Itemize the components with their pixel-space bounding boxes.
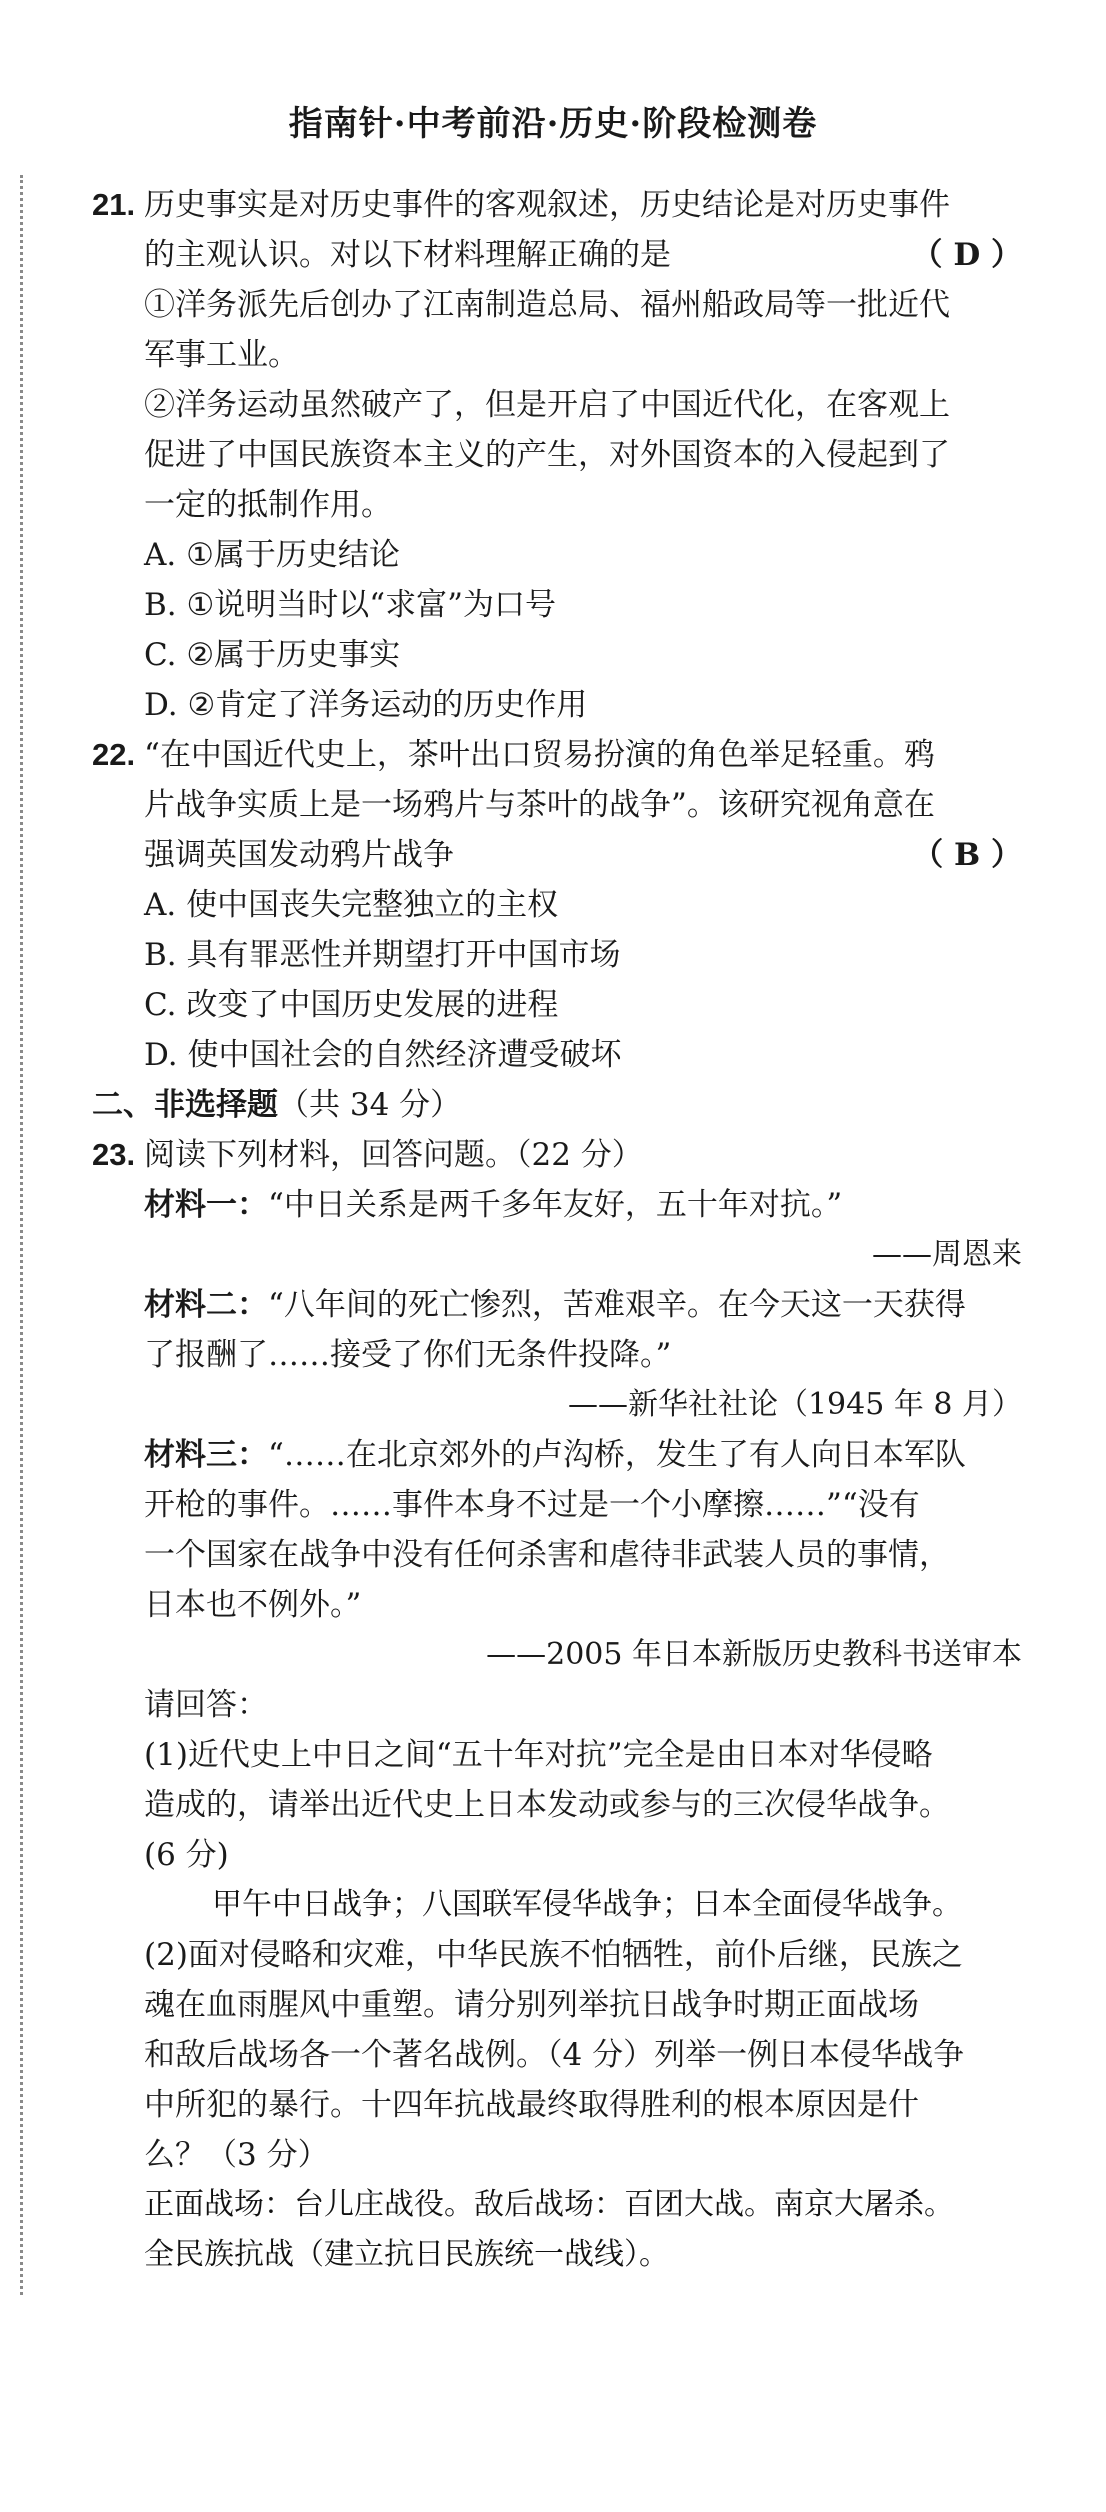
option-a: A. ①属于历史结论 xyxy=(144,537,400,573)
section-title: 二、非选择题 xyxy=(92,1087,278,1122)
material-1 xyxy=(92,1180,1022,1230)
material-source: ——周恩来 xyxy=(872,1237,1022,1272)
option-d: D. 使中国社会的自然经济遭受破坏 xyxy=(144,1037,622,1073)
binding-margin-line xyxy=(20,175,23,2295)
question-stem: 的主观认识。对以下材料理解正确的是 xyxy=(144,237,671,273)
material-text: “八年间的死亡惨烈，苦难艰辛。在今天这一天获得 xyxy=(268,1287,966,1323)
sub-question-1: 造成的，请举出近代史上日本发动或参与的三次侵华战争。 xyxy=(144,1787,950,1823)
question-number: 22. xyxy=(92,737,136,772)
question-stem: 历史事实是对历史事件的客观叙述，历史结论是对历史事件 xyxy=(144,187,950,223)
material-2 xyxy=(92,1280,1022,1330)
exam-content xyxy=(92,180,1022,2280)
page-header: 指南针·中考前沿·历史·阶段检测卷 xyxy=(288,104,818,144)
material-text: 日本也不例外。” xyxy=(144,1587,362,1623)
question-stem: 强调英国发动鸦片战争 xyxy=(144,837,454,873)
question-stem: 阅读下列材料，回答问题。（22 分） xyxy=(144,1137,643,1173)
prompt-label: 请回答： xyxy=(144,1687,268,1723)
sub-question-2: 么？（3 分） xyxy=(144,2137,329,2173)
question-stem: “在中国近代史上，茶叶出口贸易扮演的角色举足轻重。鸦 xyxy=(144,737,935,773)
material-2: 一定的抵制作用。 xyxy=(144,487,392,523)
option-b: B. 具有罪恶性并期望打开中国市场 xyxy=(144,937,621,973)
handwritten-answer: 正面战场：台儿庄战役。敌后战场：百团大战。南京大屠杀。 xyxy=(144,2187,954,2222)
option-d: D. ②肯定了洋务运动的历史作用 xyxy=(144,687,588,723)
handwritten-answer: 全民族抗战（建立抗日民族统一战线）。 xyxy=(144,2237,669,2272)
question-number: 23. xyxy=(92,1137,136,1172)
material-2: ②洋务运动虽然破产了，但是开启了中国近代化，在客观上 xyxy=(144,387,950,423)
material-1: 军事工业。 xyxy=(144,337,299,373)
option-b: B. ①说明当时以“求富”为口号 xyxy=(144,587,556,623)
sub-question-1: (1)近代史上中日之间“五十年对抗”完全是由日本对华侵略 xyxy=(144,1737,933,1773)
option-a: A. 使中国丧失完整独立的主权 xyxy=(144,887,559,923)
material-label: 材料二： xyxy=(144,1287,268,1323)
material-text: “中日关系是两千多年友好，五十年对抗。” xyxy=(268,1187,843,1223)
answer-choice: （ B ） xyxy=(912,837,1022,873)
material-text: “……在北京郊外的卢沟桥，发生了有人向日本军队 xyxy=(268,1437,966,1473)
sub-question-2: 魂在血雨腥风中重塑。请分别列举抗日战争时期正面战场 xyxy=(144,1987,919,2023)
material-2: 促进了中国民族资本主义的产生，对外国资本的入侵起到了 xyxy=(144,437,950,473)
option-c: C. 改变了中国历史发展的进程 xyxy=(144,987,559,1023)
material-text: 开枪的事件。……事件本身不过是一个小摩擦……”“没有 xyxy=(144,1487,920,1523)
sub-question-2: 和敌后战场各一个著名战例。（4 分）列举一例日本侵华战争 xyxy=(144,2037,965,2073)
material-source: ——2005 年日本新版历史教科书送审本 xyxy=(486,1637,1022,1672)
section-heading xyxy=(92,1080,1022,1130)
sub-question-1: (6 分) xyxy=(144,1837,229,1873)
handwritten-answer: 甲午中日战争；八国联军侵华战争；日本全面侵华战争。 xyxy=(212,1887,962,1922)
sub-question-2: (2)面对侵略和灾难，中华民族不怕牺牲，前仆后继，民族之 xyxy=(144,1937,963,1973)
question-stem: 片战争实质上是一场鸦片与茶叶的战争”。该研究视角意在 xyxy=(144,787,935,823)
sub-question-2: 中所犯的暴行。十四年抗战最终取得胜利的根本原因是什 xyxy=(144,2087,919,2123)
option-c: C. ②属于历史事实 xyxy=(144,637,401,673)
material-label: 材料三： xyxy=(144,1437,268,1473)
material-source: ——新华社社论（1945 年 8 月） xyxy=(567,1387,1022,1422)
material-3 xyxy=(92,1430,1022,1480)
material-text: 了报酬了……接受了你们无条件投降。” xyxy=(144,1337,672,1373)
question-number: 21. xyxy=(92,187,136,222)
question-22 xyxy=(92,730,1022,1080)
material-1: ①洋务派先后创办了江南制造总局、福州船政局等一批近代 xyxy=(144,287,950,323)
material-label: 材料一： xyxy=(144,1187,268,1223)
question-23 xyxy=(92,1130,1022,2280)
question-21 xyxy=(92,180,1022,730)
section-score: （共 34 分） xyxy=(278,1087,462,1123)
answer-choice: （ D ） xyxy=(911,237,1022,273)
material-text: 一个国家在战争中没有任何杀害和虐待非武装人员的事情， xyxy=(144,1537,950,1573)
